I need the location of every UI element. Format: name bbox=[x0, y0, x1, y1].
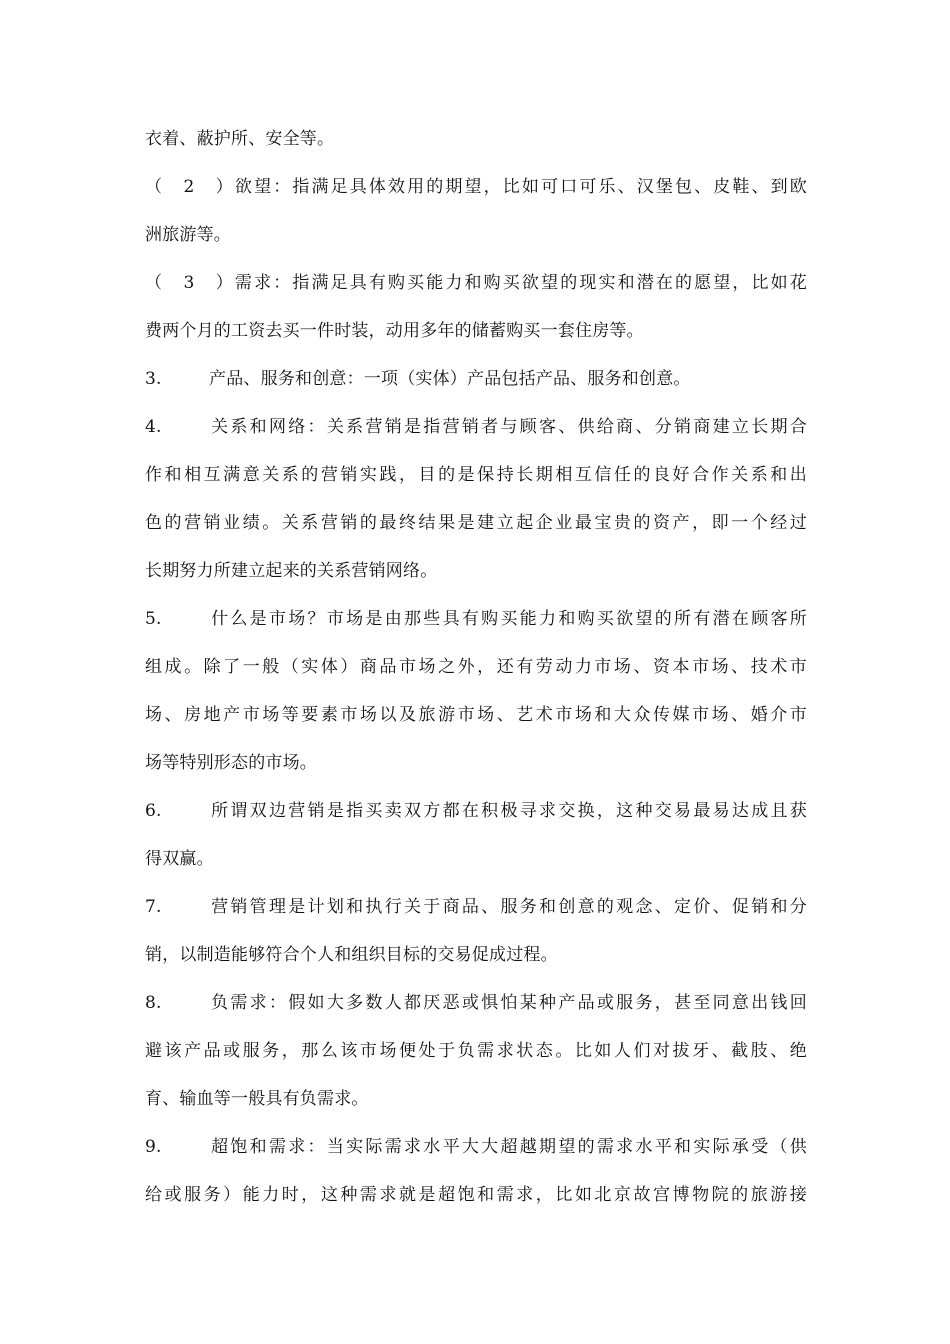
list-marker: 6. bbox=[145, 801, 162, 821]
line-text: 负需求：假如大多数人都厌恶或惧怕某种产品或服务，甚至同意出钱回 bbox=[209, 993, 807, 1013]
line-text: 作和相互满意关系的营销实践，目的是保持长期相互信任的良好合作关系和出 bbox=[145, 465, 807, 485]
text-line bbox=[145, 1035, 807, 1067]
line-text: 费两个月的工资去买一件时装，动用多年的储蓄购买一套住房等。 bbox=[145, 321, 644, 341]
text-line bbox=[145, 459, 807, 491]
list-item-line bbox=[145, 795, 807, 827]
line-text: 欲望：指满足具体效用的期望，比如可口可乐、汉堡包、皮鞋、到欧 bbox=[233, 177, 807, 197]
text-line bbox=[145, 1179, 807, 1211]
list-marker: 5. bbox=[145, 609, 162, 629]
list-item-line bbox=[145, 363, 807, 395]
line-text: 关系和网络：关系营销是指营销者与顾客、供给商、分销商建立长期合 bbox=[209, 417, 807, 437]
line-text: 色的营销业绩。关系营销的最终结果是建立起企业最宝贵的资产，即一个经过 bbox=[145, 513, 807, 533]
list-item-line bbox=[145, 603, 807, 635]
line-text: 产品、服务和创意：一项（实体）产品包括产品、服务和创意。 bbox=[209, 369, 691, 389]
list-marker: 8. bbox=[145, 993, 162, 1013]
text-line bbox=[145, 843, 807, 875]
list-item-line bbox=[145, 411, 807, 443]
list-item-line bbox=[145, 171, 807, 203]
line-text: 得双赢。 bbox=[145, 849, 214, 869]
line-text: 销，以制造能够符合个人和组织目标的交易促成过程。 bbox=[145, 945, 558, 965]
line-text: 洲旅游等。 bbox=[145, 225, 231, 245]
text-line bbox=[145, 123, 807, 155]
text-line bbox=[145, 219, 807, 251]
line-text: 育、输血等一般具有负需求。 bbox=[145, 1089, 369, 1109]
list-marker: （3） bbox=[145, 273, 233, 293]
list-item-line bbox=[145, 891, 807, 923]
list-marker: （2） bbox=[145, 177, 233, 197]
line-text: 给或服务）能力时，这种需求就是超饱和需求，比如北京故宫博物院的旅游接 bbox=[145, 1185, 807, 1205]
line-text: 长期努力所建立起来的关系营销网络。 bbox=[145, 561, 438, 581]
text-line bbox=[145, 699, 807, 731]
line-text: 需求：指满足具有购买能力和购买欲望的现实和潜在的愿望，比如花 bbox=[233, 273, 807, 293]
list-item-line bbox=[145, 267, 807, 299]
text-line bbox=[145, 555, 807, 587]
line-text: 超饱和需求：当实际需求水平大大超越期望的需求水平和实际承受（供 bbox=[209, 1137, 807, 1157]
list-marker: 4. bbox=[145, 417, 162, 437]
line-text: 什么是市场？市场是由那些具有购买能力和购买欲望的所有潜在顾客所 bbox=[209, 609, 807, 629]
list-marker: 9. bbox=[145, 1137, 162, 1157]
list-item-line bbox=[145, 987, 807, 1019]
list-item-line bbox=[145, 1131, 807, 1163]
line-text: 场、房地产市场等要素市场以及旅游市场、艺术市场和大众传媒市场、婚介市 bbox=[145, 705, 807, 725]
text-line bbox=[145, 651, 807, 683]
line-text: 避该产品或服务，那么该市场便处于负需求状态。比如人们对拔牙、截肢、绝 bbox=[145, 1041, 807, 1061]
text-line bbox=[145, 315, 807, 347]
line-text: 组成。除了一般（实体）商品市场之外，还有劳动力市场、资本市场、技术市 bbox=[145, 657, 807, 677]
line-text: 所谓双边营销是指买卖双方都在积极寻求交换，这种交易最易达成且获 bbox=[209, 801, 807, 821]
list-marker: 7. bbox=[145, 897, 162, 917]
text-line bbox=[145, 507, 807, 539]
text-line bbox=[145, 747, 807, 779]
text-line bbox=[145, 1083, 807, 1115]
line-text: 场等特别形态的市场。 bbox=[145, 753, 317, 773]
list-marker: 3. bbox=[145, 369, 162, 389]
line-text: 衣着、蔽护所、安全等。 bbox=[145, 129, 335, 149]
text-line bbox=[145, 939, 807, 971]
line-text: 营销管理是计划和执行关于商品、服务和创意的观念、定价、促销和分 bbox=[209, 897, 807, 917]
